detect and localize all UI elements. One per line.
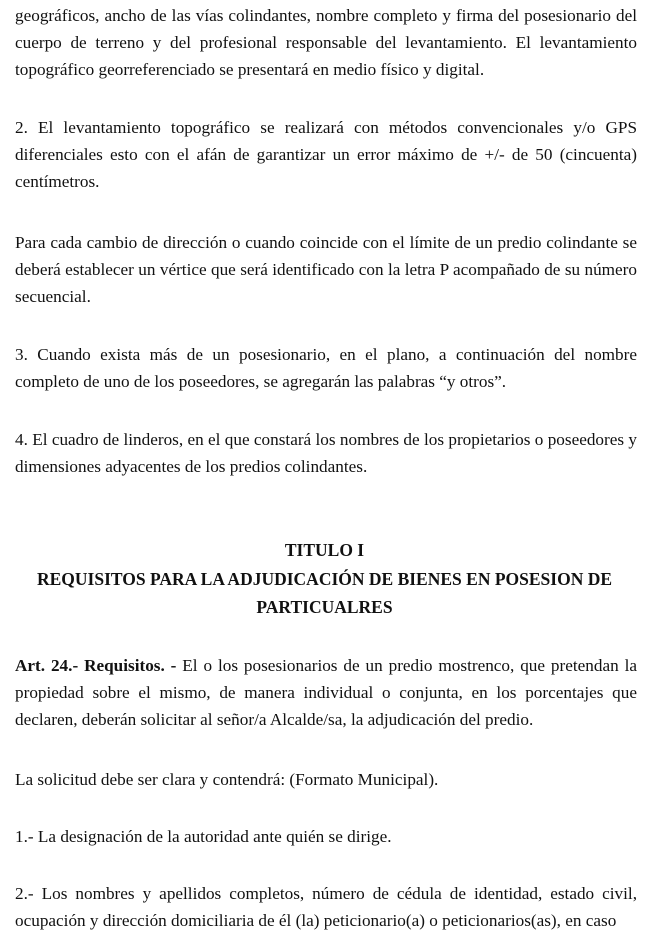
- paragraph-requirement-2: 2.- Los nombres y apellidos completos, número de cédula de identidad, estado civil, ocupación y dirección domiciliaria de él (la) peticionario(a) o peticionarios(as), en caso: [15, 884, 637, 930]
- subtitle-heading-line-2: PARTICUALRES: [256, 597, 393, 617]
- article-24-text: El o los posesionarios de un predio mostrenco, que pretendan la propiedad sobre el mismo, de manera individual o conjunta, en los porcentajes que declaren, deberán solicitar al señor/a Alcalde/sa, la adjudicación del predio.: [15, 656, 637, 729]
- title-heading: TITULO I: [284, 540, 365, 560]
- article-24-paragraph: [15, 652, 637, 733]
- paragraph-requirement-1: 1.- La designación de la autoridad ante quién se dirige.: [15, 827, 392, 846]
- paragraph-item-4: 4. El cuadro de linderos, en el que constará los nombres de los propietarios o poseedores y dimensiones adyacentes de los predios colindantes.: [15, 430, 637, 476]
- paragraph-solicitud: La solicitud debe ser clara y contendrá: (Formato Municipal).: [15, 770, 439, 789]
- paragraph-intro: geográficos, ancho de las vías colindantes, nombre completo y firma del posesionario del cuerpo de terreno y del profesional responsable del levantamiento. El levantamiento topográfico georreferenciado se presentará en medio físico y digital.: [15, 6, 637, 79]
- paragraph-item-2: 2. El levantamiento topográfico se realizará con métodos convencionales y/o GPS diferenciales esto con el afán de garantizar un error máximo de +/- de 50 (cincuenta) centímetros.: [15, 118, 637, 191]
- paragraph-item-3: 3. Cuando exista más de un posesionario, en el plano, a continuación del nombre completo de uno de los poseedores, se agregarán las palabras “y otros”.: [15, 345, 637, 391]
- paragraph-vertice: Para cada cambio de dirección o cuando coincide con el límite de un predio colindante se deberá establecer un vértice que será identificado con la letra P acompañado de su número secuencial.: [15, 233, 637, 306]
- article-24-label: Art. 24.- Requisitos. -: [15, 656, 177, 675]
- subtitle-heading-line-1: REQUISITOS PARA LA ADJUDICACIÓN DE BIENES EN POSESION DE: [36, 569, 613, 589]
